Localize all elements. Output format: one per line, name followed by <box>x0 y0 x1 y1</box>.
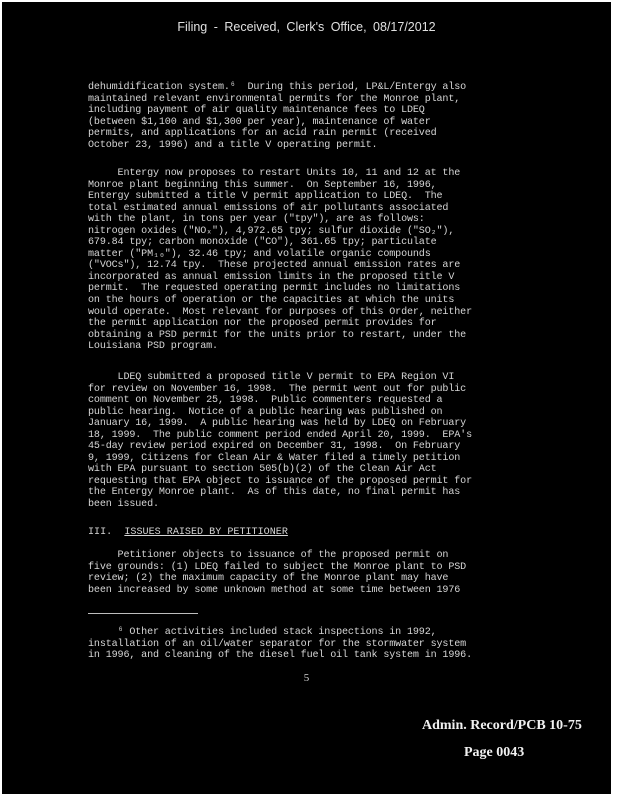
footnote-divider <box>88 613 198 614</box>
filing-header: Filing - Received, Clerk's Office, 08/17/2012 <box>177 20 436 34</box>
section-number: III. <box>88 527 113 538</box>
page-number: 5 <box>303 672 310 684</box>
section-heading <box>88 527 288 538</box>
admin-record-label: Admin. Record/PCB 10-75 <box>422 718 582 733</box>
paragraph-3: LDEQ submitted a proposed title V permit to EPA Region VI for review on November 16, 1998. The permit went out for public comment on November 25, 1998. Public commenters requested a public hearing. Notice of a public hearing was published on January 16, 1999. A public hearing was held by LDEQ on February 18, 1999. The public comment period ended April 20, 1999. EPA's 45-day review period expired on December 31, 1998. On February 9, 1999, Citizens for Clean Air & Water filed a timely petition with EPA pursuant to section 505(b)(2) of the Clean Air Act requesting that EPA object to issuance of the proposed permit for the Entergy Monroe plant. As of this date, no final permit has been issued. <box>88 372 472 511</box>
page-label: Page 0043 <box>464 745 525 760</box>
paragraph-2: Entergy now proposes to restart Units 10, 11 and 12 at the Monroe plant beginning this summer. On September 16, 1996, Entergy submitted a title V permit application to LDEQ. The total estimated annual emissions of air pollutants associated with the plant, in tons per year ("tpy"), are as follows: nitrogen oxides ("NOₓ"), 4,972.65 tpy; sulfur dioxide ("SO₂"), 679.84 tpy; carbon monoxide ("CO"), 361.65 tpy; particulate matter ("PM₁₀"), 32.46 tpy; and volatile organic compounds ("VOCs"), 12.74 tpy. These projected annual emission rates are incorporated as annual emission limits in the proposed title V permit. The requested operating permit includes no limitations on the hours of operation or the capacities at which the units would operate. Most relevant for purposes of this Order, neither the permit application nor the proposed permit provides for obtaining a PSD permit for the units prior to restart, under the Louisiana PSD program. <box>88 168 472 353</box>
document-page <box>2 2 611 794</box>
paragraph-1: dehumidification system.⁶ During this period, LP&L/Entergy also maintained relevant environmental permits for the Monroe plant, including payment of air quality maintenance fees to LDEQ (between $1,100 and $1,300 per year), maintenance of water permits, and applications for an acid rain permit (received October 23, 1996) and a title V operating permit. <box>88 82 467 151</box>
section-title: ISSUES RAISED BY PETITIONER <box>124 527 288 538</box>
paragraph-4: Petitioner objects to issuance of the proposed permit on five grounds: (1) LDEQ failed to subject the Monroe plant to PSD review; (2) the maximum capacity of the Monroe plant may have been increased by some unknown method at some time between 1976 <box>88 550 467 596</box>
footnote: ⁶ Other activities included stack inspections in 1992, installation of an oil/water separator for the stormwater system in 1996, and cleaning of the diesel fuel oil tank system in 1996. <box>88 627 472 662</box>
